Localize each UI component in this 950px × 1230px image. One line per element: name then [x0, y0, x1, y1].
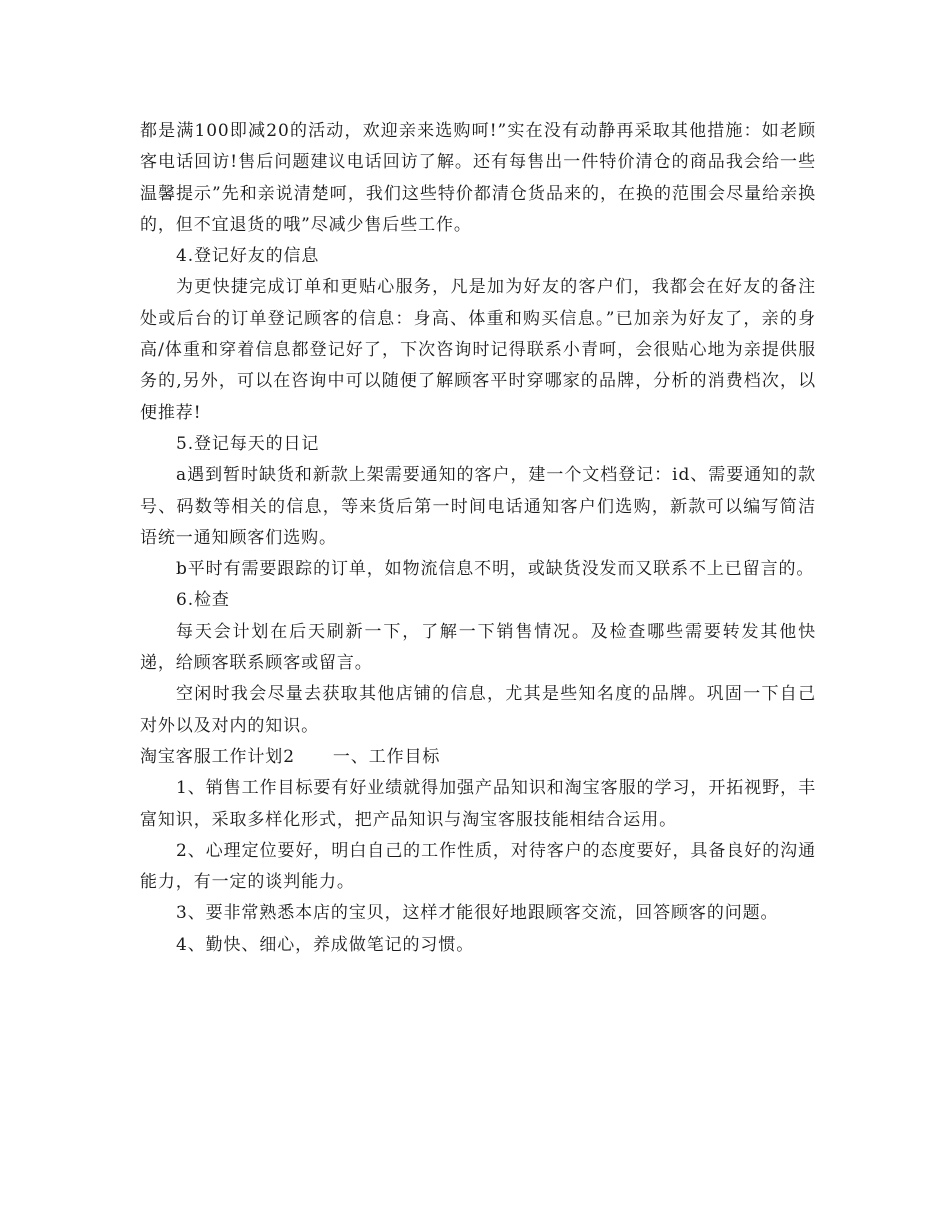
- paragraph-daily-log-a: a遇到暂时缺货和新款上架需要通知的客户，建一个文档登记：id、需要通知的款号、码数等相关的信息，等来货后第一时间电话通知客户们选购，新款可以编写简洁语统一通知顾客们选购。: [140, 465, 816, 548]
- heading-daily-log: 5.登记每天的日记: [176, 433, 320, 454]
- paragraph-check: 每天会计划在后天刷新一下，了解一下销售情况。及检查哪些需要转发其他快递，给顾客联系顾客或留言。: [140, 621, 816, 674]
- heading-register-friends: 4.登记好友的信息: [176, 246, 320, 267]
- goal-item-3: 3、要非常熟悉本店的宝贝，这样才能很好地跟顾客交流，回答顾客的问题。: [176, 903, 779, 924]
- goal-item-1: 1、销售工作目标要有好业绩就得加强产品知识和淘宝客服的学习，开拓视野，丰富知识，采取多样化形式，把产品知识与淘宝客服技能相结合运用。: [140, 778, 816, 830]
- goal-item-4: 4、勤快、细心，养成做笔记的习惯。: [176, 934, 475, 955]
- section-title-goals: 一、工作目标: [332, 746, 441, 767]
- section-title: [140, 742, 816, 773]
- goal-item-2: 2、心理定位要好，明白自己的工作性质，对待客户的态度要好，具备良好的沟通能力，有一定的谈判能力。: [140, 840, 816, 893]
- paragraph-spare-time: 空闲时我会尽量去获取其他店铺的信息，尤其是些知名度的品牌。巩固一下自己对外以及对内的知识。: [140, 684, 816, 736]
- heading-check: 6.检查: [176, 590, 230, 611]
- paragraph-promotion: 都是满100即减20的活动，欢迎亲来选购呵!”实在没有动静再采取其他措施：如老顾客电话回访!售后问题建议电话回访了解。还有每售出一件特价清仓的商品我会给一些温馨提示”先和亲说清楚呵，我们这些特价都清仓货品来的，在换的范围会尽量给亲换的，但不宜退货的哦”尽减少售后些工作。: [140, 121, 816, 235]
- document-body: [140, 116, 816, 961]
- paragraph-register-friends: 为更快捷完成订单和更贴心服务，凡是加为好友的客户们，我都会在好友的备注处或后台的订单登记顾客的信息：身高、体重和购买信息。”已加亲为好友了，亲的身高/体重和穿着信息都登记好了，下次咨询时记得联系小青呵，会很贴心地为亲提供服务的,另外，可以在咨询中可以随便了解顾客平时穿哪家的品牌，分析的消费档次，以便推荐!: [140, 277, 816, 423]
- section-title-plan: 淘宝客服工作计划2: [140, 746, 295, 767]
- paragraph-daily-log-b: b平时有需要跟踪的订单，如物流信息不明，或缺货没发而又联系不上已留言的。: [176, 559, 815, 580]
